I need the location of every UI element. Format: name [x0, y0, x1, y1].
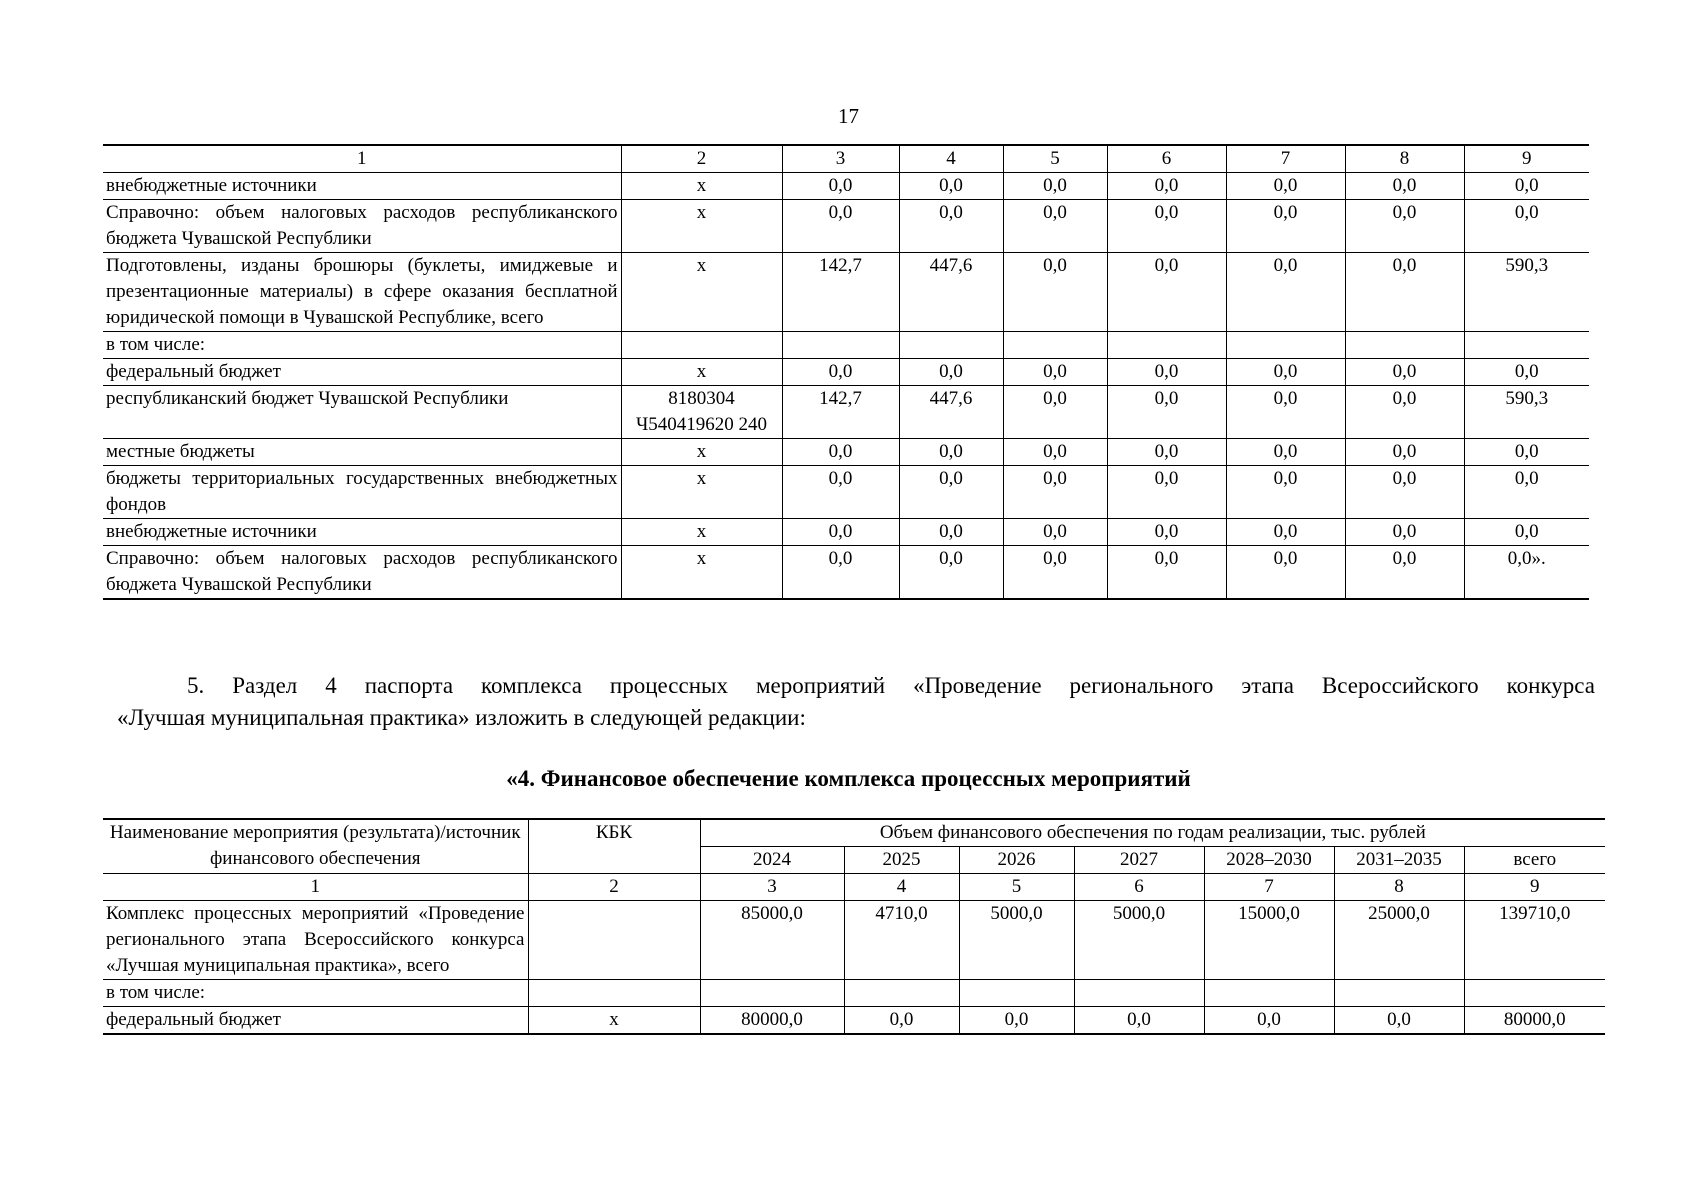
table-row: [103, 173, 1589, 200]
column-number: 4: [899, 145, 1003, 173]
column-number: 3: [700, 874, 844, 901]
row-value: [959, 980, 1074, 1007]
row-value: 0,0: [1464, 519, 1589, 546]
column-number: 9: [1464, 145, 1589, 173]
row-value: 0,0: [1226, 466, 1345, 519]
row-value: 0,0: [1464, 466, 1589, 519]
year-header: 2027: [1074, 847, 1204, 874]
row-value: 0,0: [1003, 253, 1107, 332]
row-kbk: х: [621, 200, 782, 253]
row-name: бюджеты территориальных государственных внебюджетных фондов: [103, 466, 621, 519]
row-kbk: х: [621, 546, 782, 600]
table-row: [103, 332, 1589, 359]
row-value: 0,0: [1107, 439, 1226, 466]
paragraph-line-2: «Лучшая муниципальная практика» изложить в следующей редакции:: [117, 705, 806, 730]
row-name: Подготовлены, изданы брошюры (буклеты, имиджевые и презентационные материалы) в сфере оказания бесплатной юридической помощи в Чувашской Республике, всего: [103, 253, 621, 332]
paragraph-line-1: 5. Раздел 4 паспорта комплекса процессных мероприятий «Проведение регионального этапа Всероссийского конкурса: [187, 673, 1595, 698]
row-value: 0,0: [1107, 466, 1226, 519]
row-value: 0,0: [1345, 359, 1464, 386]
row-value: 0,0: [899, 466, 1003, 519]
year-header: всего: [1464, 847, 1605, 874]
row-value: 590,3: [1464, 386, 1589, 439]
row-value: 0,0: [1204, 1007, 1334, 1035]
row-kbk: х: [621, 253, 782, 332]
row-value: 0,0: [782, 173, 899, 200]
row-value: 0,0: [1003, 359, 1107, 386]
row-value: 0,0: [1345, 439, 1464, 466]
row-value: 0,0: [782, 359, 899, 386]
row-value: 4710,0: [844, 901, 959, 980]
row-value: 0,0: [782, 466, 899, 519]
column-number: 3: [782, 145, 899, 173]
row-name: в том числе:: [103, 332, 621, 359]
row-value: 0,0: [1226, 439, 1345, 466]
row-kbk: [528, 980, 700, 1007]
row-value: 0,0: [1107, 253, 1226, 332]
row-name: Комплекс процессных мероприятий «Проведение регионального этапа Всероссийского конкурса «Лучшая муниципальная практика», всего: [103, 901, 528, 980]
row-value: 142,7: [782, 253, 899, 332]
row-kbk: [621, 332, 782, 359]
row-name: внебюджетные источники: [103, 173, 621, 200]
row-value: 0,0: [899, 519, 1003, 546]
row-value: 0,0: [1003, 173, 1107, 200]
row-value: [1334, 980, 1464, 1007]
row-value: 0,0: [1226, 253, 1345, 332]
row-value: [1345, 332, 1464, 359]
row-value: 80000,0: [1464, 1007, 1605, 1035]
row-kbk: х: [621, 173, 782, 200]
section-heading: «4. Финансовое обеспечение комплекса процессных мероприятий: [506, 766, 1191, 791]
table-row: [103, 519, 1589, 546]
row-value: 85000,0: [700, 901, 844, 980]
row-value: 0,0: [1107, 359, 1226, 386]
page-number: 17: [838, 104, 859, 128]
row-value: [899, 332, 1003, 359]
column-number: 8: [1345, 145, 1464, 173]
row-name: Справочно: объем налоговых расходов республиканского бюджета Чувашской Республики: [103, 546, 621, 600]
row-value: 0,0: [1226, 359, 1345, 386]
row-value: 0,0: [1107, 386, 1226, 439]
row-name: республиканский бюджет Чувашской Республики: [103, 386, 621, 439]
column-number: 7: [1204, 874, 1334, 901]
row-value: 447,6: [899, 386, 1003, 439]
table-row: [103, 901, 1605, 980]
row-value: 0,0: [1345, 200, 1464, 253]
table-row: [103, 200, 1589, 253]
row-value: [1003, 332, 1107, 359]
column-number: 1: [103, 145, 621, 173]
row-value: 0,0: [1107, 173, 1226, 200]
column-number: 6: [1074, 874, 1204, 901]
column-number: 9: [1464, 874, 1605, 901]
row-value: 0,0: [1226, 546, 1345, 600]
row-value: [782, 332, 899, 359]
row-value: 139710,0: [1464, 901, 1605, 980]
table-header-row: [103, 819, 1605, 847]
column-number: 7: [1226, 145, 1345, 173]
row-kbk: х: [528, 1007, 700, 1035]
row-kbk: х: [621, 466, 782, 519]
table-row: [103, 253, 1589, 332]
row-value: 0,0: [899, 359, 1003, 386]
row-value: 0,0: [1226, 173, 1345, 200]
row-name: федеральный бюджет: [103, 1007, 528, 1035]
row-value: 0,0: [1107, 546, 1226, 600]
table-row: [103, 359, 1589, 386]
row-value: 0,0: [1226, 200, 1345, 253]
row-kbk: [528, 901, 700, 980]
row-value: 0,0: [1003, 466, 1107, 519]
row-value: 0,0: [1464, 439, 1589, 466]
row-value: 0,0: [1464, 200, 1589, 253]
row-value: 0,0: [1464, 173, 1589, 200]
row-value: [700, 980, 844, 1007]
financing-table-continued: [103, 144, 1589, 600]
table-header-row: [103, 145, 1589, 173]
table-row: [103, 466, 1589, 519]
row-value: 0,0: [844, 1007, 959, 1035]
row-value: [1204, 980, 1334, 1007]
row-value: 0,0: [1345, 386, 1464, 439]
year-header: 2024: [700, 847, 844, 874]
amendment-paragraph: [117, 670, 1595, 734]
row-value: 0,0: [1464, 359, 1589, 386]
table-row: [103, 439, 1589, 466]
row-name: Справочно: объем налоговых расходов республиканского бюджета Чувашской Республики: [103, 200, 621, 253]
row-value: 0,0: [1345, 519, 1464, 546]
column-number: 2: [528, 874, 700, 901]
row-value: 590,3: [1464, 253, 1589, 332]
table-row: [103, 980, 1605, 1007]
row-value: 5000,0: [1074, 901, 1204, 980]
row-value: 447,6: [899, 253, 1003, 332]
column-number: 4: [844, 874, 959, 901]
row-value: 0,0: [1003, 546, 1107, 600]
column-number: 8: [1334, 874, 1464, 901]
row-value: 0,0: [1345, 173, 1464, 200]
row-value: 0,0: [1074, 1007, 1204, 1035]
row-value: 0,0: [899, 173, 1003, 200]
table-row: [103, 1007, 1605, 1035]
row-name: внебюджетные источники: [103, 519, 621, 546]
row-value: 0,0: [1345, 546, 1464, 600]
year-header: 2028–2030: [1204, 847, 1334, 874]
row-kbk: х: [621, 359, 782, 386]
row-name: в том числе:: [103, 980, 528, 1007]
table-row: [103, 386, 1589, 439]
row-value: 15000,0: [1204, 901, 1334, 980]
row-name: федеральный бюджет: [103, 359, 621, 386]
row-value: [1074, 980, 1204, 1007]
year-header: 2026: [959, 847, 1074, 874]
row-value: 5000,0: [959, 901, 1074, 980]
column-number: 5: [1003, 145, 1107, 173]
row-value: 0,0: [959, 1007, 1074, 1035]
row-value: 0,0: [899, 439, 1003, 466]
row-value: 0,0: [782, 519, 899, 546]
column-number: 1: [103, 874, 528, 901]
table-row: [103, 546, 1589, 600]
row-value: 0,0».: [1464, 546, 1589, 600]
table-numbers-row: [103, 874, 1605, 901]
row-value: 0,0: [1345, 466, 1464, 519]
row-value: 0,0: [1334, 1007, 1464, 1035]
column-number: 2: [621, 145, 782, 173]
row-value: 0,0: [1226, 519, 1345, 546]
row-value: 0,0: [899, 546, 1003, 600]
row-value: [1107, 332, 1226, 359]
header-name: Наименование мероприятия (результата)/источник финансового обеспечения: [103, 819, 528, 874]
row-kbk: х: [621, 439, 782, 466]
row-value: 0,0: [1003, 519, 1107, 546]
row-value: 0,0: [782, 439, 899, 466]
row-value: 0,0: [1107, 519, 1226, 546]
row-value: 0,0: [1345, 253, 1464, 332]
row-kbk: х: [621, 519, 782, 546]
row-value: [1464, 332, 1589, 359]
row-value: [1464, 980, 1605, 1007]
header-kbk: КБК: [528, 819, 700, 874]
row-value: 0,0: [782, 546, 899, 600]
column-number: 6: [1107, 145, 1226, 173]
row-value: 0,0: [1003, 439, 1107, 466]
year-header: 2031–2035: [1334, 847, 1464, 874]
column-number: 5: [959, 874, 1074, 901]
row-value: 80000,0: [700, 1007, 844, 1035]
row-value: [844, 980, 959, 1007]
row-value: 0,0: [1003, 386, 1107, 439]
financing-table-section-4: [103, 818, 1605, 1035]
header-volume: Объем финансового обеспечения по годам реализации, тыс. рублей: [700, 819, 1605, 847]
row-value: [1226, 332, 1345, 359]
row-name: местные бюджеты: [103, 439, 621, 466]
row-kbk: 8180304 Ч540419620 240: [621, 386, 782, 439]
row-value: 25000,0: [1334, 901, 1464, 980]
row-value: 0,0: [1003, 200, 1107, 253]
row-value: 0,0: [782, 200, 899, 253]
row-value: 0,0: [1226, 386, 1345, 439]
row-value: 142,7: [782, 386, 899, 439]
year-header: 2025: [844, 847, 959, 874]
row-value: 0,0: [1107, 200, 1226, 253]
row-value: 0,0: [899, 200, 1003, 253]
